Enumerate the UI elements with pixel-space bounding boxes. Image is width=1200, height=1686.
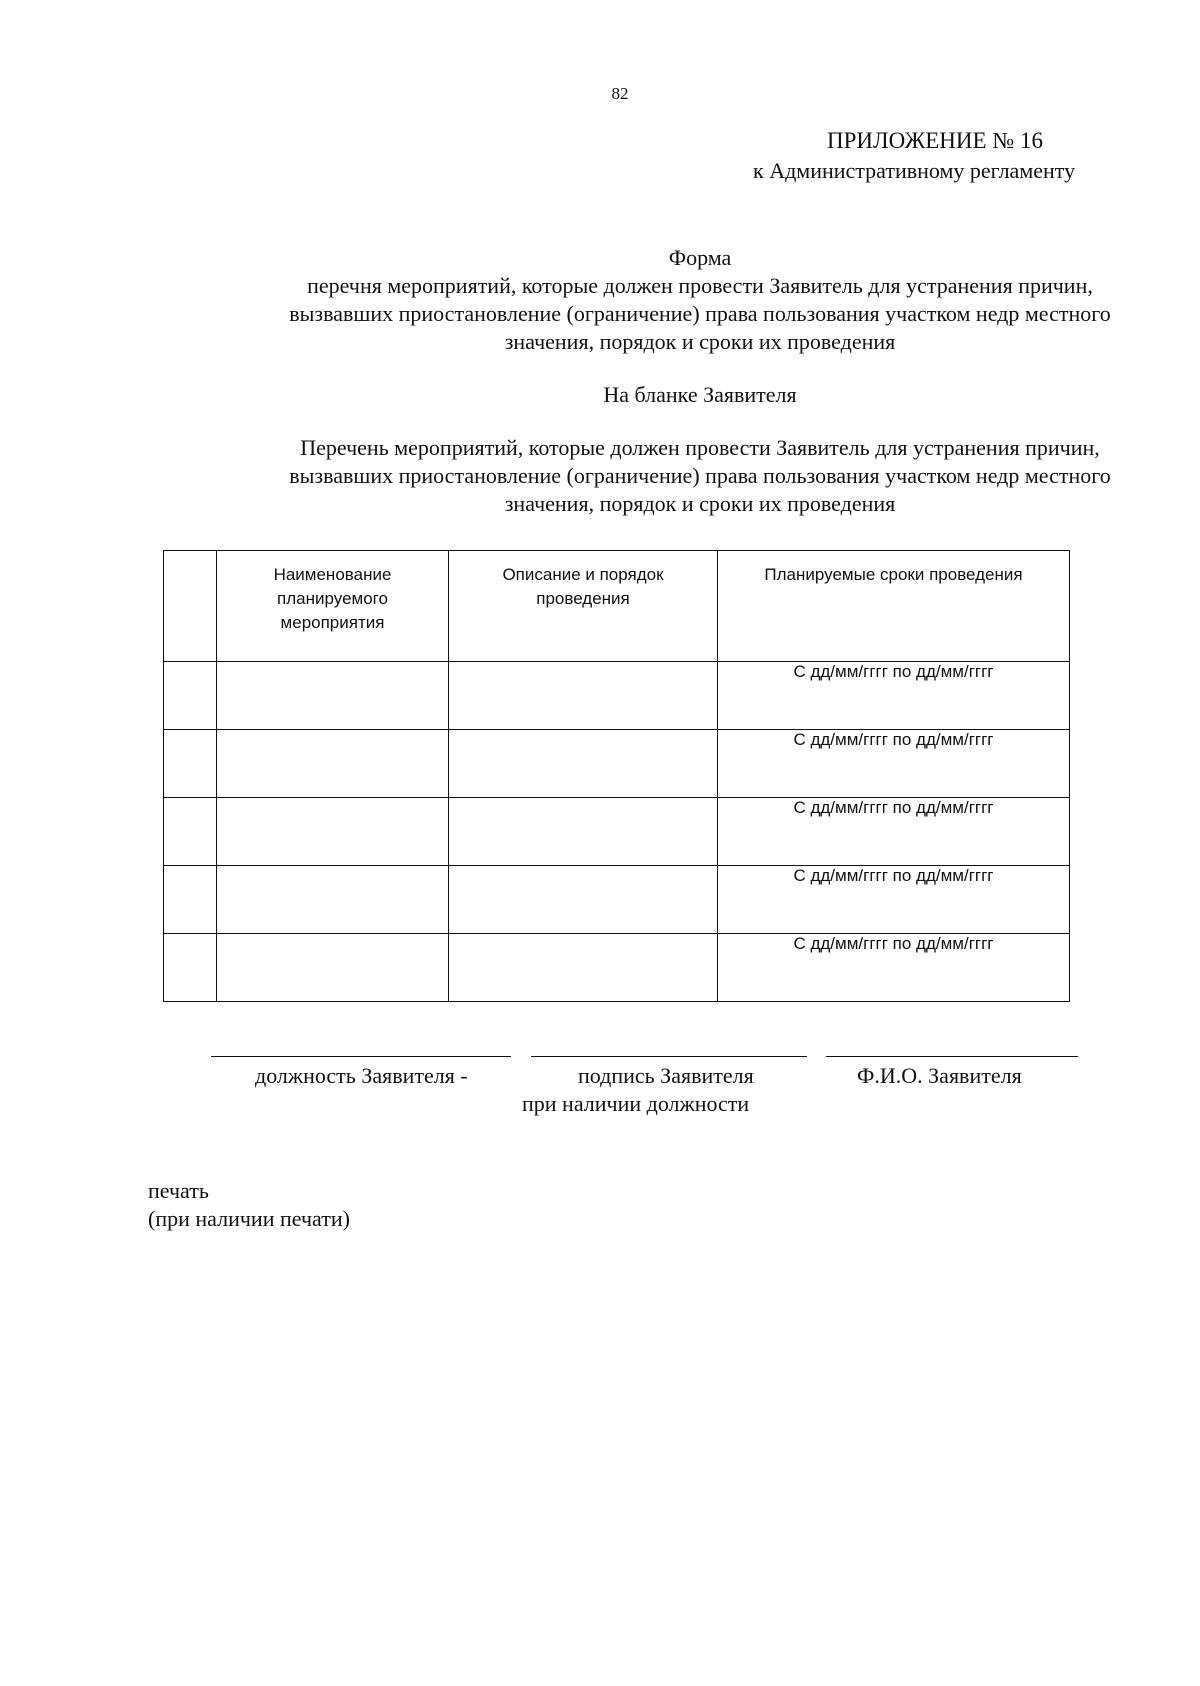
measure-name-cell[interactable] (217, 798, 449, 866)
blank-note: На бланке Заявителя (603, 382, 797, 407)
measure-description-cell[interactable] (449, 662, 718, 730)
row-number-cell[interactable] (164, 662, 217, 730)
list-title-line: значения, порядок и сроки их проведения (504, 491, 896, 516)
measure-dates-cell[interactable]: С дд/мм/гггг по дд/мм/гггг (718, 662, 1070, 730)
measure-name-cell[interactable] (217, 730, 449, 798)
list-title (180, 434, 1200, 518)
table-row (164, 798, 1070, 866)
row-number-cell[interactable] (164, 866, 217, 934)
measure-description-cell[interactable] (449, 866, 718, 934)
name-signature-line[interactable] (826, 1056, 1078, 1057)
table-header-row (164, 551, 1070, 662)
measure-dates-cell[interactable]: С дд/мм/гггг по дд/мм/гггг (718, 798, 1070, 866)
list-title-line: Перечень мероприятий, которые должен провести Заявитель для устранения причин, (300, 435, 1100, 460)
form-word: Форма (668, 245, 732, 270)
measure-dates-cell[interactable]: С дд/мм/гггг по дд/мм/гггг (718, 866, 1070, 934)
column-header-dates: Планируемые сроки проведения (718, 551, 1070, 662)
measure-description-cell[interactable] (449, 798, 718, 866)
measure-dates-cell[interactable]: С дд/мм/гггг по дд/мм/гггг (718, 934, 1070, 1002)
measure-name-cell[interactable] (217, 662, 449, 730)
row-number-cell[interactable] (164, 730, 217, 798)
measure-name-cell[interactable] (217, 934, 449, 1002)
signature-label: подпись Заявителя (578, 1063, 754, 1088)
form-description (180, 272, 1200, 356)
list-title-line: вызвавших приостановление (ограничение) права пользования участком недр местного (289, 463, 1111, 488)
column-header-number (164, 551, 217, 662)
measure-description-cell[interactable] (449, 730, 718, 798)
table-row (164, 730, 1070, 798)
measures-table (163, 550, 1070, 1002)
row-number-cell[interactable] (164, 798, 217, 866)
appendix-title: ПРИЛОЖЕНИЕ № 16 (827, 128, 1044, 153)
signature-note: при наличии должности (522, 1091, 750, 1116)
table-row (164, 662, 1070, 730)
table-row (164, 934, 1070, 1002)
stamp-label: печать (148, 1178, 209, 1203)
page-number: 82 (611, 84, 629, 103)
stamp-note: (при наличии печати) (148, 1206, 350, 1231)
measure-description-cell[interactable] (449, 934, 718, 1002)
signature-line[interactable] (531, 1056, 807, 1057)
table-row (164, 866, 1070, 934)
row-number-cell[interactable] (164, 934, 217, 1002)
position-signature-line[interactable] (211, 1056, 511, 1057)
position-label: должность Заявителя - (255, 1063, 468, 1088)
appendix-subtitle: к Административному регламенту (753, 158, 1076, 183)
name-label: Ф.И.О. Заявителя (857, 1063, 1022, 1088)
form-description-line: значения, порядок и сроки их проведения (504, 329, 896, 354)
column-header-description: Описание и порядок проведения (449, 551, 718, 662)
column-header-name: Наименование планируемого мероприятия (217, 551, 449, 662)
form-description-line: перечня мероприятий, которые должен провести Заявитель для устранения причин, (307, 273, 1093, 298)
measure-name-cell[interactable] (217, 866, 449, 934)
form-description-line: вызвавших приостановление (ограничение) права пользования участком недр местного (289, 301, 1111, 326)
measure-dates-cell[interactable]: С дд/мм/гггг по дд/мм/гггг (718, 730, 1070, 798)
